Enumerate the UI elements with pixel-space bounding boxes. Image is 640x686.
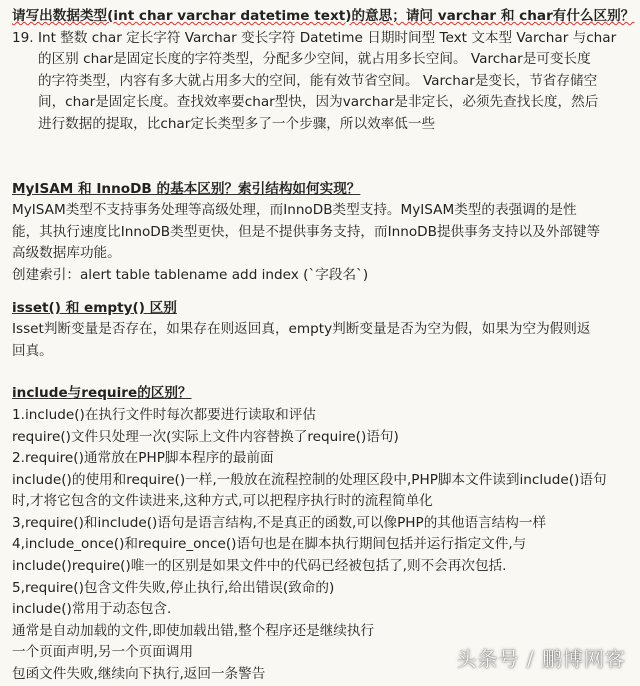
- include-line: 5,require()包含文件失败,停止执行,给出错误(致命的): [12, 579, 335, 596]
- q19-line: Int 整数 char 定长字符 Varchar 变长字符 Datetime 日期时间型 Text 文本型 Varchar 与char: [38, 29, 617, 46]
- q19-answer-block: [12, 28, 630, 136]
- include-line: 3,require()和include()语句是语言结构,不是真正的函数,可以像PHP的其他语言结构一样: [12, 514, 547, 531]
- include-line: 1.include()在执行文件时每次都要进行读取和评估: [12, 406, 316, 423]
- include-line: 2.require()通常放在PHP脚本程序的最前面: [12, 450, 274, 467]
- include-heading: include与require的区别？: [12, 385, 192, 402]
- include-line: 通常是自动加载的文件,即使加载出错,整个程序还是继续执行: [12, 622, 375, 639]
- q19-line: 进行数据的提取，比char定长类型多了一个步骤，所以效率低一些: [38, 115, 436, 132]
- q19-line: 的字符类型，内容有多大就占用多大的空间，能有效节省空间。 Varchar是变长，节省存储空: [38, 72, 598, 89]
- q19-heading: 请写出数据类型(int char varchar datetime text)的意思；请问 varchar 和 char有什么区别？: [12, 8, 635, 24]
- include-line: include()的使用和require()一样,一般放在流程控制的处理区段中,PHP脚本文件读到include()语句: [12, 471, 607, 488]
- create-index-line: 创建索引：alert table tablename add index (`字段名`): [12, 266, 369, 283]
- isset-line: 回真。: [12, 342, 53, 359]
- q19-answer-body: [38, 28, 630, 136]
- q19-line: 的区别 char是固定长度的字符类型，分配多少空间，就占用多长空间。 Varchar是可变长度: [38, 51, 591, 68]
- include-line: require()文件只处理一次(实际上文件内容替换了require()语句): [12, 428, 399, 445]
- myisam-line: 能，其执行速度比InnoDB类型更快，但是不提供事务支持，而InnoDB提供事务支持以及外部键等: [12, 223, 601, 240]
- isset-heading: isset() 和 empty() 区别: [12, 299, 177, 316]
- q19-line: 间，char是固定长度。查找效率要char型快，因为varchar是非定长，必须先查找长度，然后: [38, 94, 599, 111]
- watermark: 头条号 / 鹏博网客: [456, 647, 626, 671]
- include-line: 4,include_once()和require_once()语句也是在脚本执行期间包括并运行指定文件,与: [12, 536, 527, 553]
- myisam-line: MyISAM类型不支持事务处理等高级处理，而InnoDB类型支持。MyISAM类型的表强调的是性: [12, 202, 577, 219]
- include-line: 时,才将它包含的文件读进来,这种方式,可以把程序执行时的流程简单化: [12, 493, 433, 510]
- include-line: include()常用于动态包含.: [12, 601, 172, 618]
- isset-line: Isset判断变量是否存在，如果存在则返回真，empty判断变量是否为空为假，如果为空为假则返: [12, 321, 591, 338]
- include-line: 包函文件失败,继续向下执行,返回一条警告: [12, 666, 266, 683]
- include-line: 一个页面声明,另一个页面调用: [12, 644, 194, 661]
- myisam-heading: MyISAM 和 InnoDB 的基本区别？索引结构如何实现？: [12, 180, 361, 197]
- myisam-line: 高级数据库功能。: [12, 245, 121, 262]
- include-line: include()require()唯一的区别是如果文件中的代码已经被包括了,则不会再次包括.: [12, 558, 507, 575]
- q19-number: 19.: [12, 29, 34, 46]
